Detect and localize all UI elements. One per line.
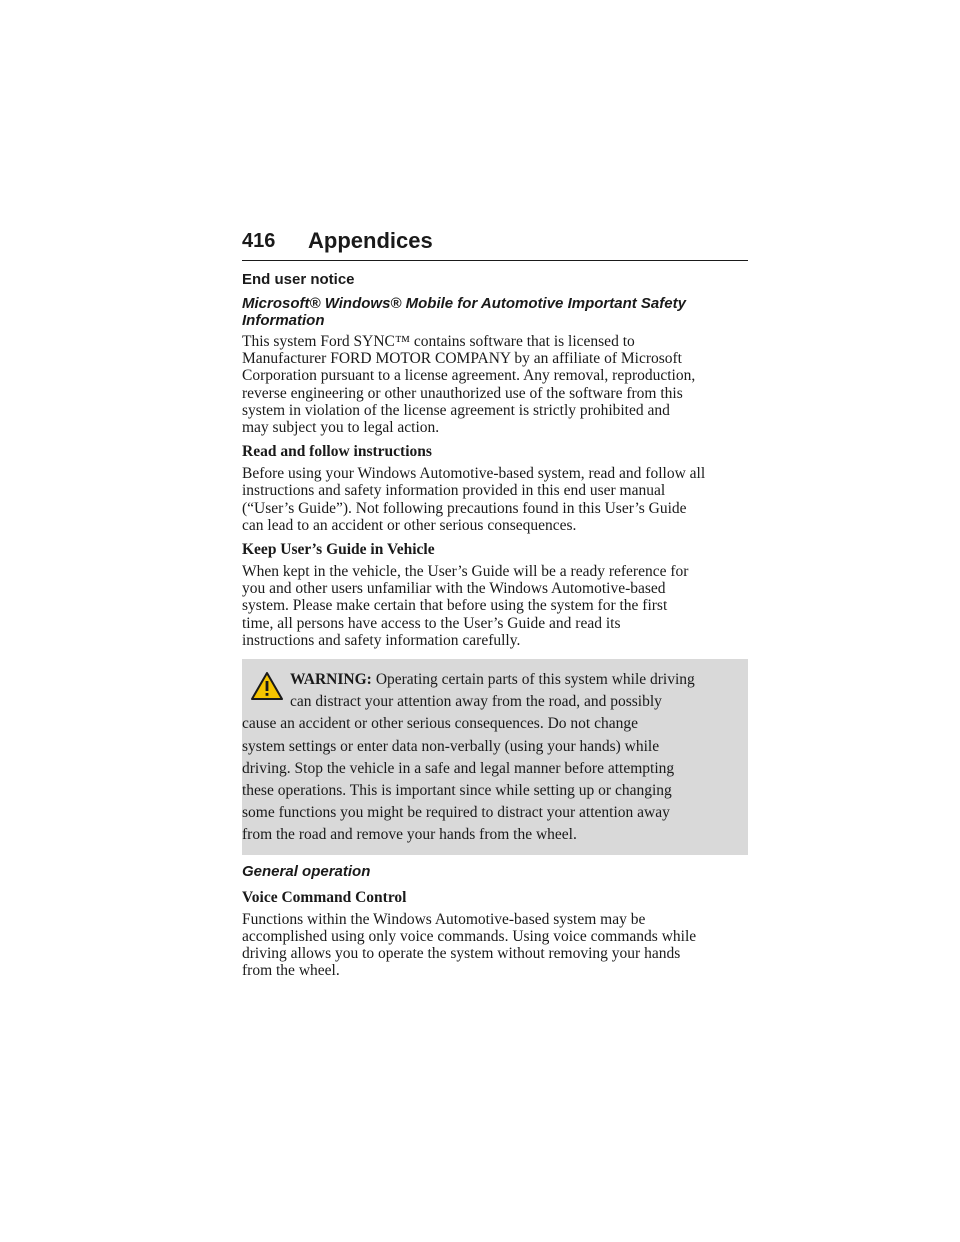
text-line: accomplished using only voice commands. Using voice commands while xyxy=(242,927,697,945)
page-header xyxy=(242,226,748,261)
warning-line: cause an accident or other serious consequences. Do not change xyxy=(242,715,638,733)
warning-text: Operating certain parts of this system while driving xyxy=(375,671,695,689)
text-line: time, all persons have access to the User’s Guide and read its xyxy=(242,614,621,632)
text-line: Manufacturer FORD MOTOR COMPANY by an affiliate of Microsoft xyxy=(242,350,682,368)
text-line: instructions and safety information carefully. xyxy=(242,631,521,649)
section-title: Appendices xyxy=(308,228,433,253)
warning-box xyxy=(242,659,748,855)
warning-line: can distract your attention away from the road, and possibly xyxy=(290,693,662,711)
license-paragraph xyxy=(242,333,748,436)
warning-line: these operations. This is important since while setting up or changing xyxy=(242,782,672,800)
text-line: This system Ford SYNC™ contains software that is licensed to xyxy=(242,333,635,350)
text-line: may subject you to legal action. xyxy=(242,419,440,437)
voice-command-heading: Voice Command Control xyxy=(242,888,407,906)
text-line: Functions within the Windows Automotive-based system may be xyxy=(242,910,646,928)
safety-information-heading xyxy=(242,295,748,329)
voice-command-paragraph xyxy=(242,911,748,980)
end-user-notice-heading: End user notice xyxy=(242,271,355,288)
warning-first-line xyxy=(242,669,738,691)
text-line: Corporation pursuant to a license agreement. Any removal, reproduction, xyxy=(242,367,696,385)
text-line: can lead to an accident or other serious consequences. xyxy=(242,516,577,534)
keep-guide-paragraph xyxy=(242,563,748,649)
text-line: Before using your Windows Automotive-based system, read and follow all xyxy=(242,465,706,483)
warning-line: from the road and remove your hands from the wheel. xyxy=(242,826,577,844)
text-line: driving allows you to operate the system without removing your hands xyxy=(242,945,681,963)
text-line: system in violation of the license agreement is strictly prohibited and xyxy=(242,401,670,419)
text-line: you and other users unfamiliar with the Windows Automotive-based xyxy=(242,580,666,598)
safety-heading-line: Microsoft® Windows® Mobile for Automotive Important Safety xyxy=(242,295,686,312)
safety-heading-line: Information xyxy=(242,312,325,329)
text-line: from the wheel. xyxy=(242,962,340,980)
read-follow-heading: Read and follow instructions xyxy=(242,443,432,461)
page-number: 416 xyxy=(242,230,276,252)
text-line: reverse engineering or other unauthorized use of the software from this xyxy=(242,384,683,402)
text-line: instructions and safety information provided in this end user manual xyxy=(242,482,666,500)
warning-line: some functions you might be required to distract your attention away xyxy=(242,804,670,822)
warning-line: driving. Stop the vehicle in a safe and legal manner before attempting xyxy=(242,759,675,777)
read-follow-paragraph xyxy=(242,465,748,534)
general-operation-heading: General operation xyxy=(242,862,371,880)
warning-triangle-icon xyxy=(250,671,284,701)
warning-label: WARNING: xyxy=(290,671,372,689)
warning-line: system settings or enter data non-verbally (using your hands) while xyxy=(242,737,660,755)
text-line: system. Please make certain that before using the system for the first xyxy=(242,597,668,615)
text-line: When kept in the vehicle, the User’s Guide will be a ready reference for xyxy=(242,563,689,581)
keep-guide-heading: Keep User’s Guide in Vehicle xyxy=(242,541,435,559)
page-content xyxy=(242,270,748,985)
text-line: (“User’s Guide”). Not following precautions found in this User’s Guide xyxy=(242,499,687,517)
